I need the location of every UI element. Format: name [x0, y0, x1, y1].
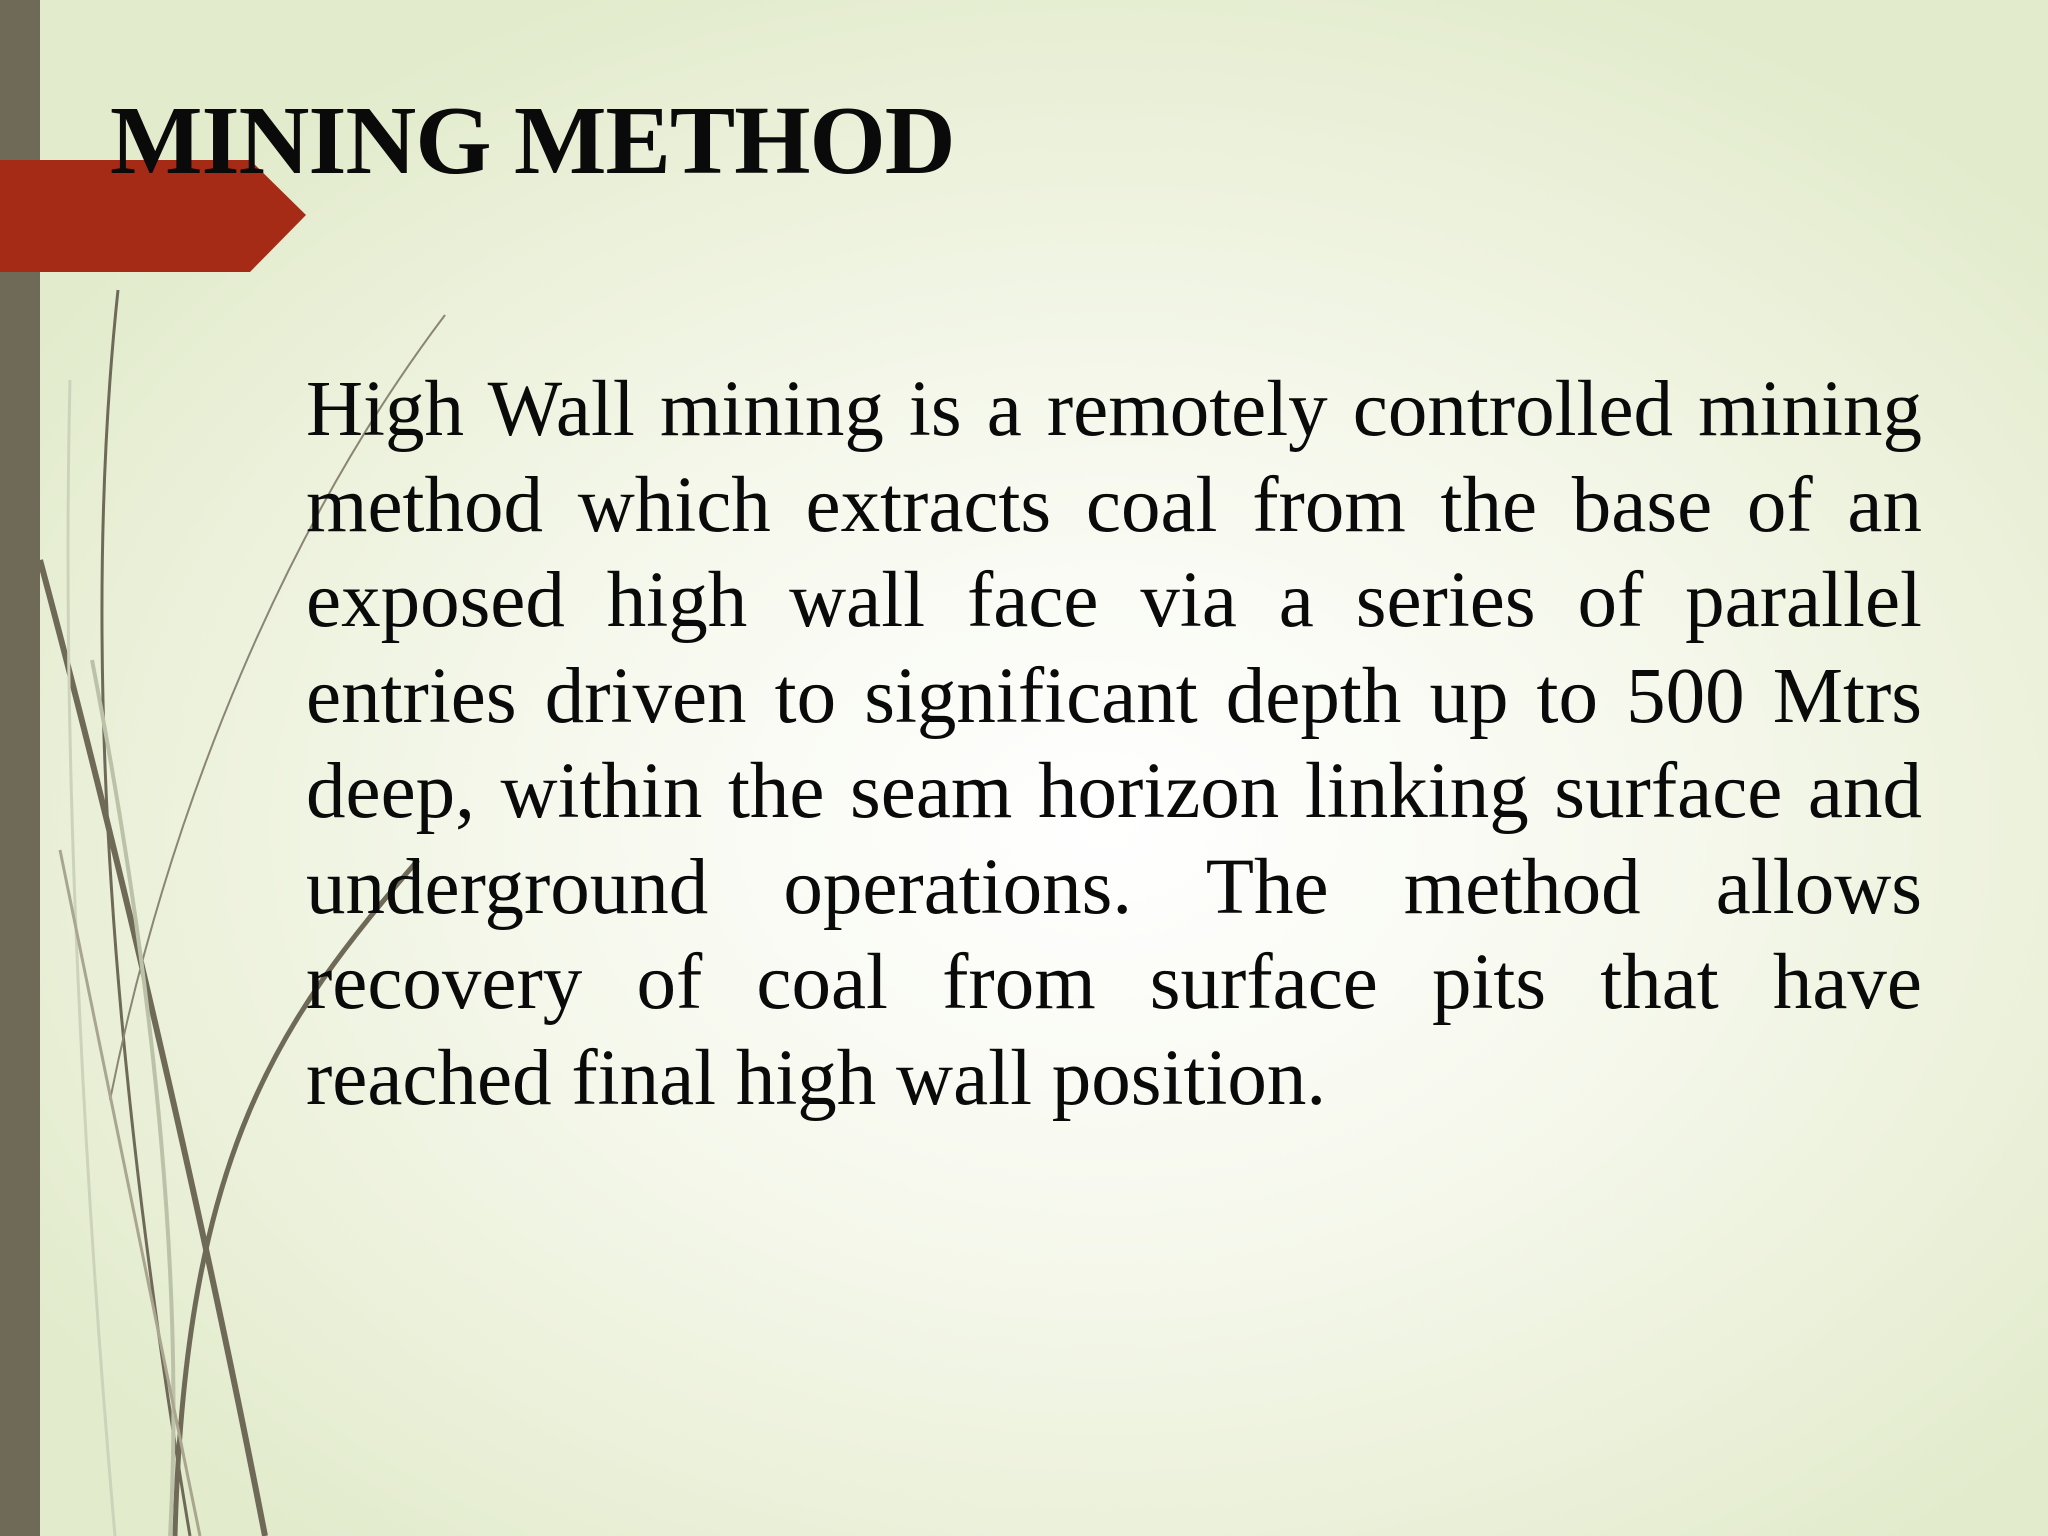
slide-title: MINING METHOD: [110, 87, 955, 195]
body-paragraph: High Wall mining is a remotely controlled mining method which extracts coal from the base of an exposed high wall face via a series of parallel entries driven to significant depth up to 500 Mtrs deep, within the seam horizon linking surface and underground operations. The method allows recovery of coal from surface pits that have reached final high wall position.: [306, 366, 1922, 1122]
stem-line: [60, 850, 200, 1536]
stem-line: [68, 380, 115, 1536]
stem-line: [102, 290, 190, 1536]
